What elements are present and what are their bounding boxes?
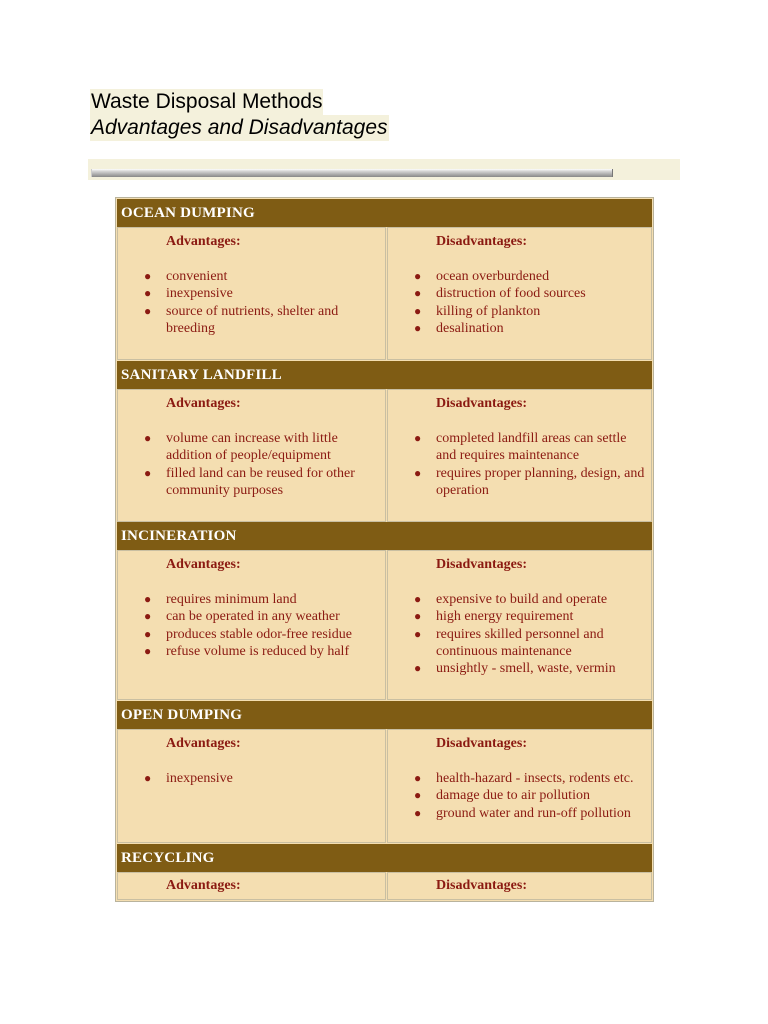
- list-item: ● inexpensive: [144, 771, 233, 786]
- list-item: ● health-hazard - insects, rodents etc.: [414, 771, 634, 786]
- list-item: ● high energy requirement: [414, 609, 574, 625]
- bullet-icon: ●: [144, 303, 152, 318]
- disadvantages-label: Disadvantages:: [436, 878, 528, 893]
- section-header-recycling: RECYCLING: [117, 844, 652, 872]
- advantages-label: Advantages:: [166, 736, 241, 751]
- disadvantages-cell: [387, 729, 652, 843]
- section-header-incineration: INCINERATION: [117, 522, 652, 550]
- list-item: ● produces stable odor-free residue: [144, 626, 352, 642]
- section-body-sanitary-landfill: [117, 389, 652, 522]
- list-item: ● refuse volume is reduced by half: [144, 643, 350, 659]
- advantages-list: [118, 591, 381, 660]
- bullet-icon: ●: [414, 320, 422, 335]
- bullet-icon: ●: [144, 609, 152, 624]
- disadvantages-list: [388, 430, 647, 499]
- advantages-cell: [117, 227, 386, 360]
- disadvantages-list: [388, 268, 647, 337]
- bullet-icon: ●: [414, 788, 422, 803]
- list-item: ● distruction of food sources: [414, 286, 586, 302]
- bullet-icon: ●: [414, 771, 422, 785]
- list-item: ● requires skilled personnel and continuous maintenance: [414, 626, 604, 659]
- bullet-icon: ●: [144, 465, 152, 480]
- bullet-icon: ●: [144, 643, 152, 658]
- advantages-cell: [117, 389, 386, 522]
- advantages-list: [118, 268, 381, 337]
- bullet-icon: ●: [144, 269, 152, 283]
- list-item: ● inexpensive: [144, 286, 233, 302]
- bullet-icon: ●: [144, 286, 152, 301]
- page-title: Waste Disposal Methods: [91, 90, 323, 113]
- disadvantages-label: Disadvantages:: [436, 736, 528, 751]
- list-item: ● requires minimum land: [144, 592, 297, 607]
- bullet-icon: ●: [414, 609, 422, 624]
- list-item: ● source of nutrients, shelter and breeding: [144, 303, 339, 336]
- list-item: ● convenient: [144, 269, 228, 284]
- methods-table: [115, 197, 654, 902]
- page-subtitle: Advantages and Disadvantages: [91, 116, 388, 139]
- bullet-icon: ●: [414, 465, 422, 480]
- list-item: ● ground water and run-off pollution: [414, 805, 631, 821]
- advantages-label: Advantages:: [166, 557, 241, 572]
- list-item: ● filled land can be reused for other community purposes: [144, 465, 355, 498]
- section-body-recycling: [117, 872, 652, 900]
- bullet-icon: ●: [414, 431, 422, 445]
- bullet-icon: ●: [144, 431, 152, 445]
- disadvantages-list: [388, 770, 647, 822]
- disadvantages-label: Disadvantages:: [436, 557, 528, 572]
- list-item: ● completed landfill areas can settle and requires maintenance: [414, 431, 627, 464]
- bullet-icon: ●: [414, 626, 422, 641]
- list-item: ● can be operated in any weather: [144, 609, 340, 625]
- bullet-icon: ●: [414, 269, 422, 283]
- list-item: ● ocean overburdened: [414, 269, 550, 284]
- list-item: ● desalination: [414, 320, 504, 336]
- section-body-open-dumping: [117, 729, 652, 843]
- list-item: ● volume can increase with little addition of people/equipment: [144, 431, 338, 464]
- advantages-cell: [117, 872, 386, 900]
- list-item: ● expensive to build and operate: [414, 592, 608, 607]
- bullet-icon: ●: [144, 592, 152, 606]
- horizontal-rule-band: [88, 159, 680, 180]
- disadvantages-cell: [387, 227, 652, 360]
- advantages-label: Advantages:: [166, 878, 241, 893]
- advantages-label: Advantages:: [166, 234, 241, 249]
- disadvantages-label: Disadvantages:: [436, 396, 528, 411]
- advantages-cell: [117, 729, 386, 843]
- advantages-list: [118, 770, 381, 787]
- advantages-list: [118, 430, 381, 499]
- list-item: ● requires proper planning, design, and operation: [414, 465, 645, 498]
- disadvantages-cell: [387, 550, 652, 700]
- disadvantages-cell: [387, 389, 652, 522]
- bullet-icon: ●: [414, 805, 422, 820]
- advantages-cell: [117, 550, 386, 700]
- list-item: ● unsightly - smell, waste, vermin: [414, 661, 616, 677]
- bullet-icon: ●: [414, 303, 422, 318]
- list-item: ● killing of plankton: [414, 303, 541, 319]
- bullet-icon: ●: [414, 592, 422, 606]
- bullet-icon: ●: [414, 661, 422, 676]
- section-header-open-dumping: OPEN DUMPING: [117, 701, 652, 729]
- disadvantages-list: [388, 591, 647, 677]
- bullet-icon: ●: [144, 771, 152, 785]
- bullet-icon: ●: [414, 286, 422, 301]
- section-header-sanitary-landfill: SANITARY LANDFILL: [117, 361, 652, 389]
- advantages-label: Advantages:: [166, 396, 241, 411]
- disadvantages-cell: [387, 872, 652, 900]
- disadvantages-label: Disadvantages:: [436, 234, 528, 249]
- horizontal-rule: [91, 169, 613, 177]
- section-body-ocean-dumping: [117, 227, 652, 360]
- section-header-ocean-dumping: OCEAN DUMPING: [117, 199, 652, 227]
- section-body-incineration: [117, 550, 652, 700]
- bullet-icon: ●: [144, 626, 152, 641]
- document-title-block: [90, 89, 389, 141]
- list-item: ● damage due to air pollution: [414, 788, 590, 804]
